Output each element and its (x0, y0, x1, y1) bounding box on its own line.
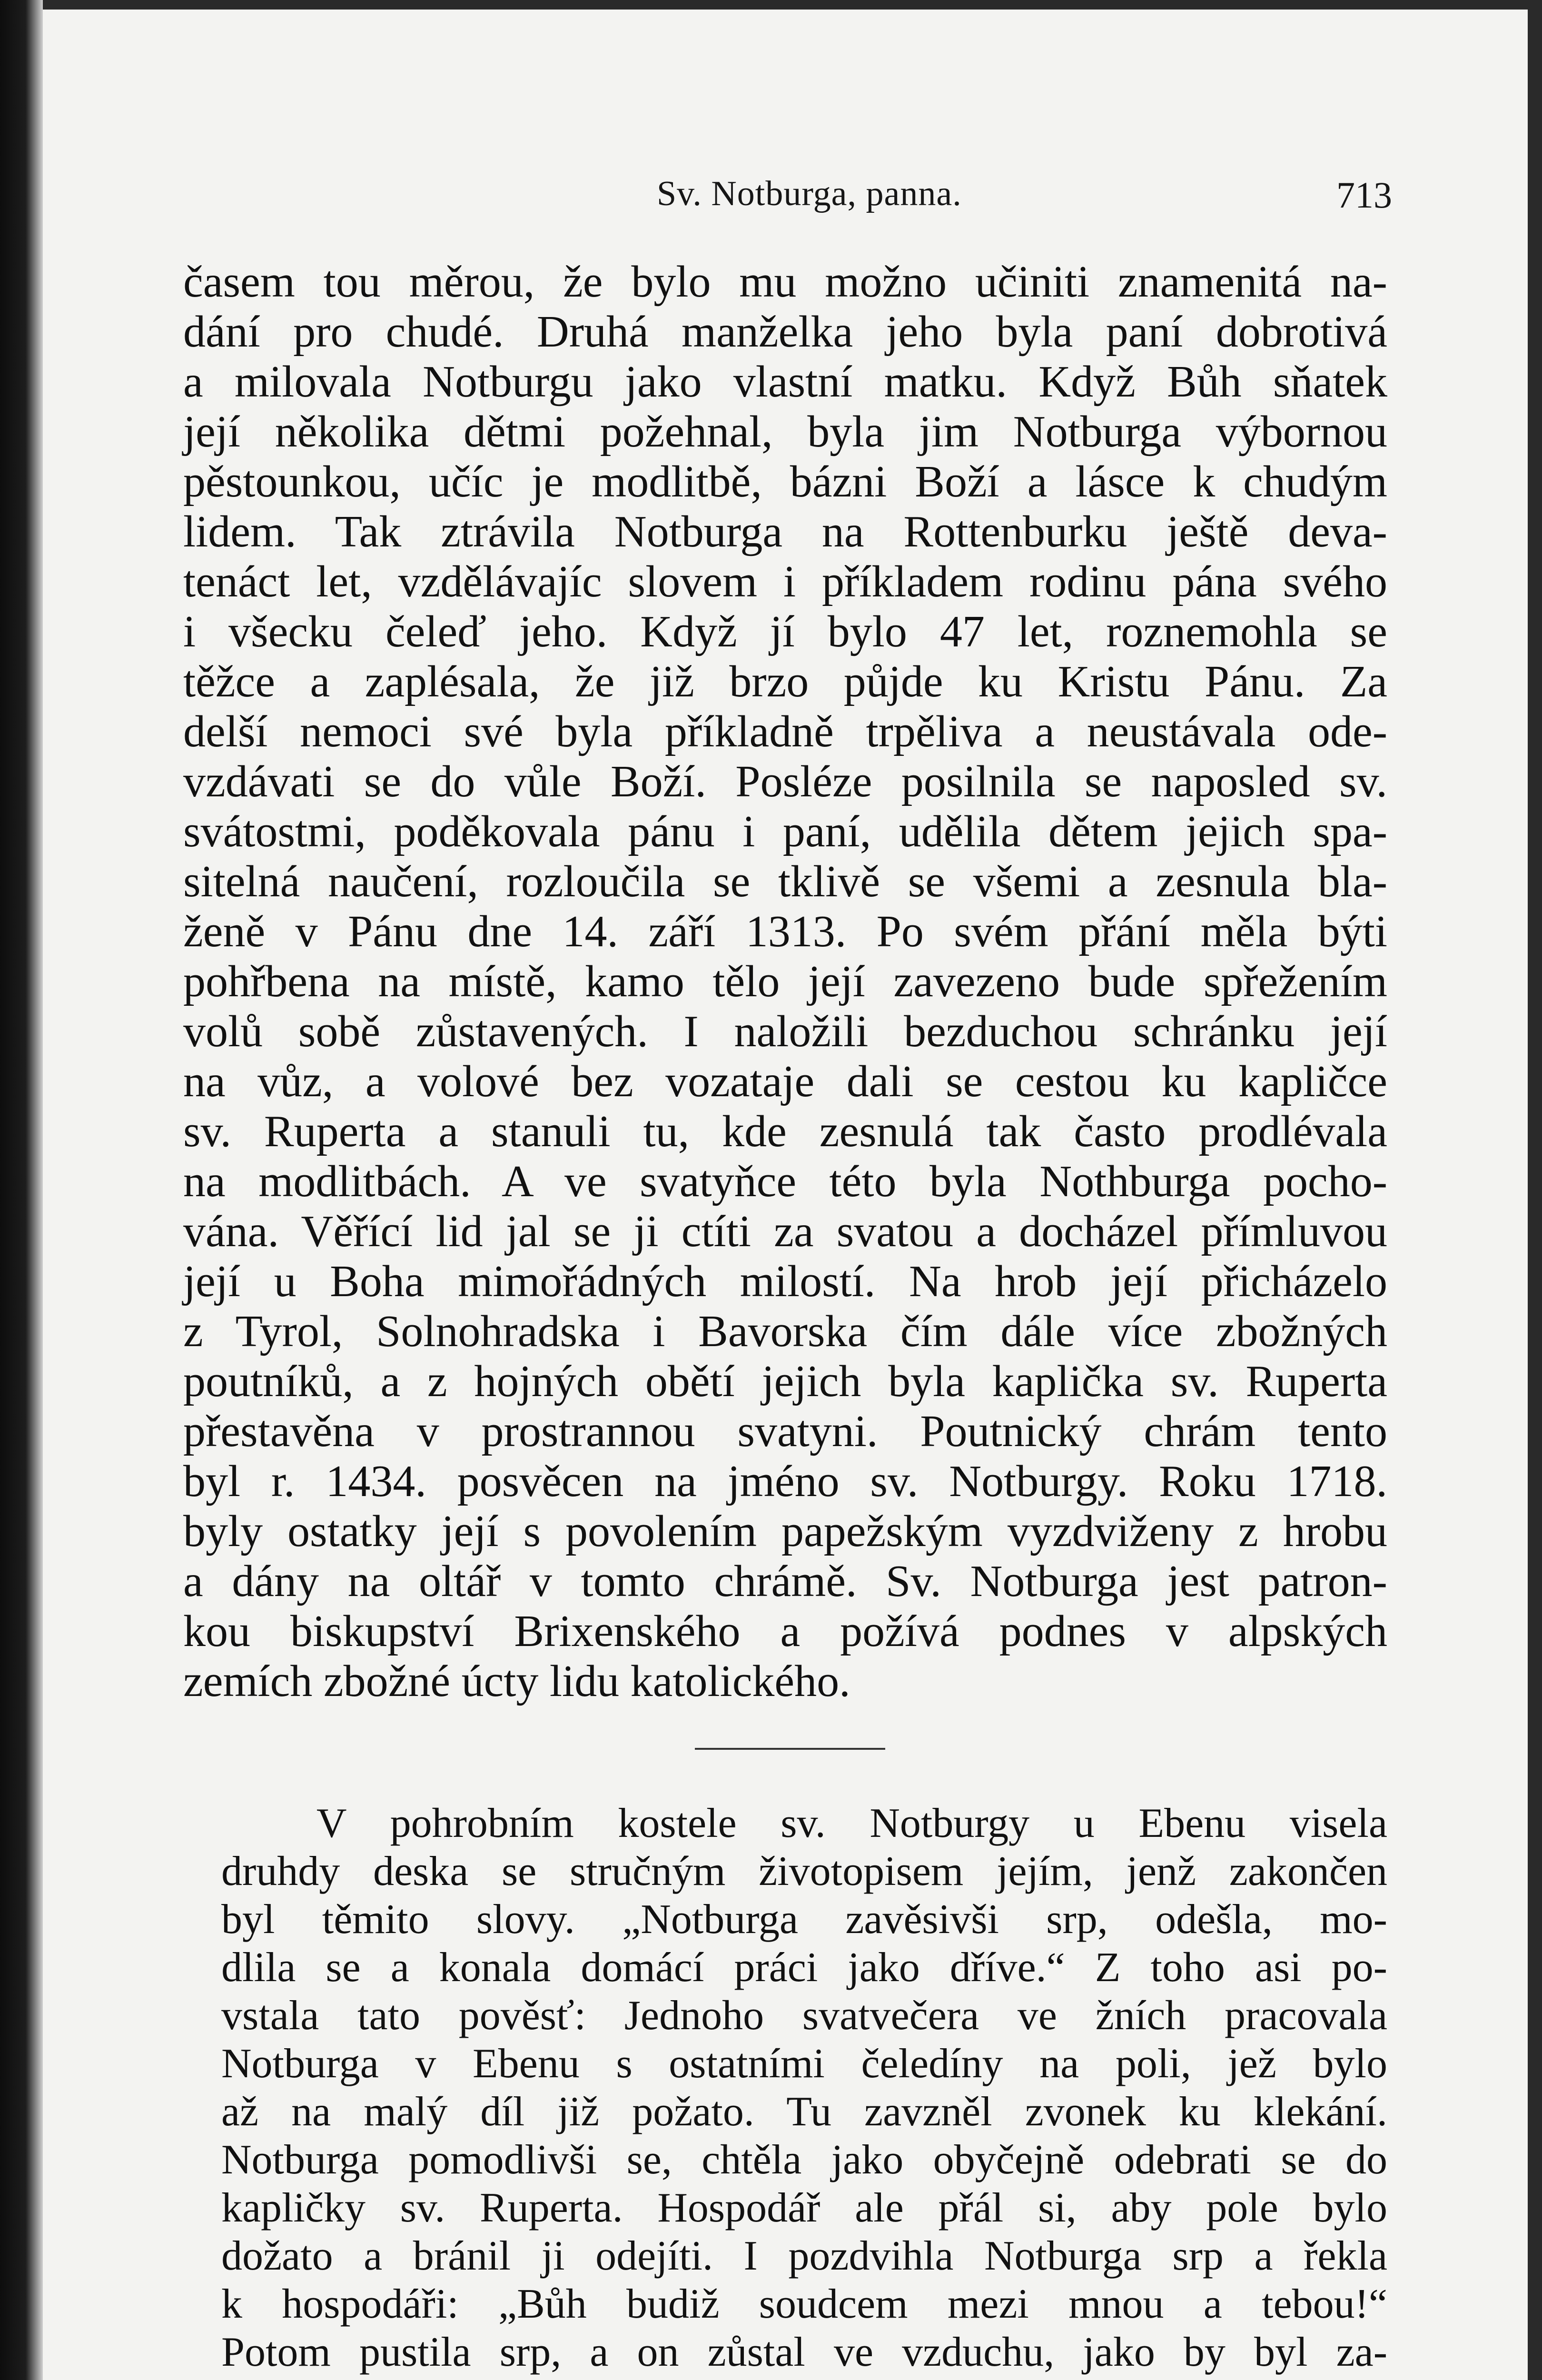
page-number: 713 (1336, 174, 1392, 216)
text-line: svátostmi, poděkovala pánu i paní, udělila dětem jejich spa- (183, 807, 1387, 856)
section-divider (695, 1748, 885, 1750)
note-line: Notburga v Ebenu s ostatními čeledíny na poli, jež bylo (221, 2041, 1387, 2087)
note-line: Potom pustila srp, a on zůstal ve vzduchu, jako by byl za- (221, 2329, 1387, 2375)
text-line: její u Boha mimořádných milostí. Na hrob její přicházelo (183, 1257, 1387, 1306)
text-line: delší nemoci své byla příkladně trpěliva a neustávala ode- (183, 707, 1387, 756)
text-line: zemích zbožné úcty lidu katolického. (183, 1656, 850, 1706)
note-text-block (221, 1799, 1387, 2376)
text-line: pěstounkou, učíc je modlitbě, bázni Boží a lásce k chudým (183, 457, 1387, 506)
text-line: ženě v Pánu dne 14. září 1313. Po svém přání měla býti (183, 907, 1387, 956)
note-line: druhdy deska se stručným životopisem jejím, jenž zakončen (221, 1848, 1387, 1894)
text-line: poutníků, a z hojných obětí jejich byla kaplička sv. Ruperta (183, 1357, 1387, 1406)
text-line: sitelná naučení, rozloučila se tklivě se všemi a zesnula bla- (183, 857, 1387, 906)
text-line: byl r. 1434. posvěcen na jméno sv. Notburgy. Roku 1718. (183, 1457, 1387, 1506)
text-line: kou biskupství Brixenského a požívá podnes v alpských (183, 1606, 1387, 1656)
note-line: V pohrobním kostele sv. Notburgy u Ebenu visela (316, 1800, 1387, 1846)
text-line: tenáct let, vzdělávajíc slovem i příkladem rodinu pána svého (183, 557, 1387, 606)
text-line: sv. Ruperta a stanuli tu, kde zesnulá tak často prodlévala (183, 1107, 1387, 1156)
text-line: pohřbena na místě, kamo tělo její zavezeno bude spřežením (183, 957, 1387, 1006)
text-line: časem tou měrou, že bylo mu možno učiniti znamenitá na- (183, 257, 1387, 307)
text-line: a milovala Notburgu jako vlastní matku. Když Bůh sňatek (183, 357, 1387, 407)
note-line: dožato a bránil ji odejíti. I pozdvihla Notburga srp a řekla (221, 2233, 1387, 2279)
book-binding-edge (0, 0, 43, 2380)
text-line: těžce a zaplésala, že již brzo půjde ku Kristu Pánu. Za (183, 657, 1387, 706)
note-line: vstala tato pověsť: Jednoho svatvečera ve žních pracovala (221, 1993, 1387, 2039)
book-page (43, 10, 1528, 2380)
text-line: lidem. Tak ztrávila Notburga na Rottenburku ještě deva- (183, 507, 1387, 556)
note-line: až na malý díl již požato. Tu zavzněl zvonek ku klekání. (221, 2089, 1387, 2135)
main-text-block (183, 257, 1387, 1706)
running-title: Sv. Notburga, panna. (657, 174, 962, 213)
text-line: její několika dětmi požehnal, byla jim Notburga výbornou (183, 407, 1387, 456)
text-line: i všecku čeleď jeho. Když jí bylo 47 let, roznemohla se (183, 607, 1387, 656)
text-line: z Tyrol, Solnohradska i Bavorska čím dále více zbožných (183, 1307, 1387, 1356)
text-line: a dány na oltář v tomto chrámě. Sv. Notburga jest patron- (183, 1557, 1387, 1606)
note-line: dlila se a konala domácí práci jako dříve.“ Z toho asi po- (221, 1944, 1387, 1991)
text-line: volů sobě zůstavených. I naložili bezduchou schránku její (183, 1007, 1387, 1056)
text-line: vzdávati se do vůle Boží. Posléze posilnila se naposled sv. (183, 757, 1387, 806)
text-line: byly ostatky její s povolením papežským vyzdviženy z hrobu (183, 1507, 1387, 1556)
note-line: kapličky sv. Ruperta. Hospodář ale přál si, aby pole bylo (221, 2185, 1387, 2231)
text-line: dání pro chudé. Druhá manželka jeho byla paní dobrotivá (183, 307, 1387, 357)
text-line: na vůz, a volové bez vozataje dali se cestou ku kapličce (183, 1057, 1387, 1106)
text-line: přestavěna v prostrannou svatyni. Poutnický chrám tento (183, 1407, 1387, 1456)
note-line: k hospodáři: „Bůh budiž soudcem mezi mnou a tebou!“ (221, 2281, 1387, 2327)
text-line: vána. Věřící lid jal se ji ctíti za svatou a docházel přímluvou (183, 1207, 1387, 1256)
note-line: byl těmito slovy. „Notburga zavěsivši srp, odešla, mo- (221, 1896, 1387, 1943)
text-line: na modlitbách. A ve svatyňce této byla Nothburga pocho- (183, 1157, 1387, 1206)
note-line: Notburga pomodlivši se, chtěla jako obyčejně odebrati se do (221, 2137, 1387, 2183)
